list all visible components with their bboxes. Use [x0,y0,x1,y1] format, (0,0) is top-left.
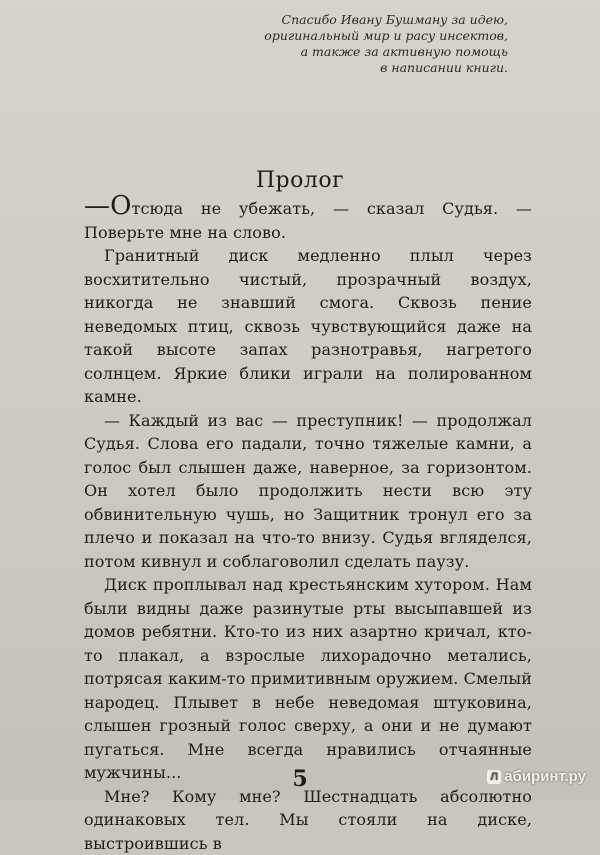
chapter-body [84,196,532,855]
drop-cap: —О [84,191,132,221]
paragraph: Гранитный диск медленно плыл через восхитительно чистый, прозрачный воздух, никогда не знавший смога. Сквозь пение неведомых птиц, сквозь чувствующийся даже на такой высоте запах разнотравья, нагретого солнцем. Яркие блики играли на полированном камне. [84,244,532,409]
epigraph-line: оригинальный мир и расу инсектов, [264,28,508,44]
chapter-title: Пролог [0,168,600,193]
paragraph: Мне? Кому мне? Шестнадцать абсолютно одинаковых тел. Мы стояли на диске, выстроившись в [84,785,532,855]
epigraph-line: а также за активную помощь [264,44,508,60]
watermark-text: абиринт.ру [504,768,586,785]
paragraph [84,196,532,244]
labirint-logo-icon: Л [487,770,501,784]
epigraph-line: в написании книги. [264,60,508,76]
paragraph: — Каждый из вас — преступник! — продолжал Судья. Слова его падали, точно тяжелые камни, а голос был слышен даже, наверное, за горизонтом. Он хотел было продолжить нести всю эту обвинительную чушь, но Защитник тронул его за плечо и показал на что-то внизу. Судья вгляделся, потом кивнул и соблаговолил сделать паузу. [84,409,532,574]
page-number: 5 [0,766,600,792]
paragraph: Диск проплывал над крестьянским хутором. Нам были видны даже разинутые рты высыпавшей из домов ребятни. Кто-то из них азартно кричал, кто-то плакал, а взрослые лихорадочно метались, потрясая каким-то примитивным оружием. Смелый народец. Плывет в небе неведомая штуковина, слышен грозный голос сверху, а они и не думают пугаться. Мне всегда нравились отчаянные мужчины... [84,573,532,785]
watermark [487,768,586,785]
epigraph [264,12,508,76]
paragraph-text: тсюда не убежать, — сказал Судья. — Поверьте мне на слово. [84,199,532,242]
epigraph-line: Спасибо Ивану Бушману за идею, [264,12,508,28]
